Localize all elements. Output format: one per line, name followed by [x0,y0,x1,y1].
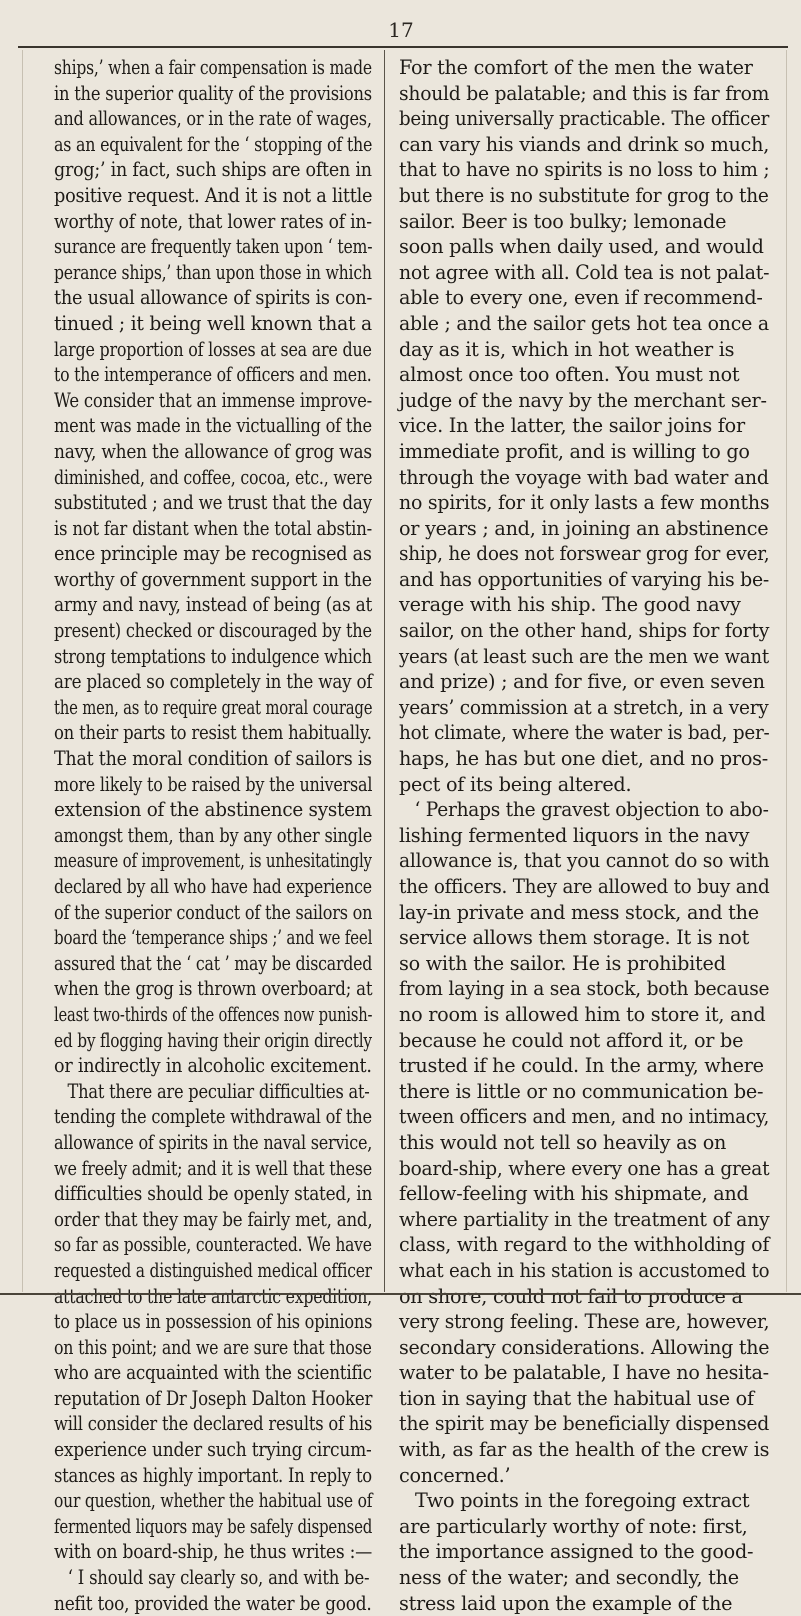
text-line: on their parts to resist them habitually. [54,721,372,745]
text-line: board the ‘temperance ships ;’ and we feel [54,926,373,950]
text-line: immediate profit, and is willing to go [399,439,750,463]
text-line: fellow-feeling with his shipmate, and [399,1182,749,1206]
top-rule [18,46,788,48]
text-line: should be palatable; and this is far from [399,81,770,105]
text-line: the men, as to require great moral courage [54,695,373,719]
text-line: ment was made in the victualling of the [54,414,372,438]
text-line: on this point; and we are sure that those [54,1335,372,1359]
text-line: able to every one, even if recommend- [399,286,763,310]
bottom-rule [0,1293,801,1295]
text-line: no room is allowed him to store it, and [399,1002,766,1026]
text-line: nefit too, provided the water be good. [54,1591,372,1615]
text-line: secondary considerations. Allowing the [399,1335,770,1359]
text-line: where partiality in the treatment of any [399,1207,770,1231]
text-line: For the comfort of the men the water [399,56,753,79]
text-line: allowance of spirits in the naval service, [54,1130,373,1154]
text-line: judge of the navy by the merchant ser- [399,388,767,412]
text-line: so with the sailor. He is prohibited [399,951,726,975]
text-line: positive request. And it is not a little [54,183,373,207]
text-line: grog;’ in fact, such ships are often in [54,158,372,182]
text-line: stances as highly important. In reply to [54,1463,372,1487]
text-line: soon palls when daily used, and would [399,235,764,259]
text-line: ed by flogging having their origin directly [54,1028,372,1052]
text-line: requested a distinguished medical officer [54,1258,372,1282]
page-number: 17 [388,18,414,42]
text-line: ‘ I should say clearly so, and with be- [67,1566,370,1590]
text-line: our question, whether the habitual use of [54,1489,373,1513]
text-line: diminished, and coffee, cocoa, etc., were [54,465,373,489]
text-line: extension of the abstinence system [54,798,372,822]
text-line: when the grog is thrown overboard; at [54,977,373,1001]
text-line: ships,’ when a fair compensation is made [54,56,372,79]
text-line: years (at least such are the men we want [399,644,769,668]
text-line: experience under such trying circum- [54,1438,372,1462]
text-line: declared by all who have had experience [54,875,372,898]
text-line: being universally practicable. The officer [399,107,770,131]
text-line: worthy of government support in the [54,567,372,591]
text-line: ence principle may be recognised as [54,542,372,566]
text-line: ship, he does not forswear grog for ever, [399,542,770,566]
text-line: so far as possible, counteracted. We have [54,1233,372,1257]
text-line: tween officers and men, and no intimacy, [399,1105,769,1129]
text-line: hot climate, where the water is bad, per- [399,721,770,745]
text-line: to the intemperance of officers and men. [54,363,372,387]
text-line: We consider that an immense improve- [54,388,372,412]
text-line: almost once too often. You must not [399,363,740,387]
text-line: verage with his ship. The good navy [399,593,741,617]
text-line: large proportion of losses at sea are due [54,337,372,361]
text-line: board-ship, where every one has a great [399,1156,770,1180]
text-line: water to be palatable, I have no hesita- [399,1361,769,1385]
text-line: that to have no spirits is no loss to him ; [399,158,770,182]
text-line: there is little or no communication be- [399,1079,764,1103]
text-line: and allowances, or in the rate of wages, [54,107,372,131]
text-line: will consider the declared results of his [54,1412,373,1436]
text-line: lay-in private and mess stock, and the [399,900,759,924]
text-line: this would not tell so heavily as on [399,1130,727,1154]
text-line: with, as far as the health of the crew is [399,1438,770,1462]
text-line: are particularly worthy of note: first, [399,1514,748,1538]
text-line: on shore, could not fail to produce a [399,1284,743,1308]
text-line: amongst them, than by any other single [54,823,373,847]
text-line: the importance assigned to the good- [399,1540,754,1564]
text-line: lishing fermented liquors in the navy [399,823,750,847]
text-line: from laying in a sea stock, both because [399,977,770,1001]
text-line: surance are frequently taken upon ‘ tem- [54,235,373,259]
text-line: to place us in possession of his opinions [54,1310,373,1334]
text-line: not agree with all. Cold tea is not palat- [399,260,770,284]
text-line: order that they may be fairly met, and, [54,1207,373,1231]
text-line: the usual allowance of spirits is con- [54,286,373,310]
text-line: what each in his station is accustomed to [399,1258,770,1282]
left-margin-line [22,50,23,1292]
text-line: and prize) ; and for five, or even seven [399,670,765,694]
right-column [399,55,769,1616]
text-line: tinued ; it being well known that a [54,311,372,335]
left-column [54,55,372,1616]
text-line: sailor. Beer is too bulky; lemonade [399,209,727,233]
text-line: very strong feeling. These are, however, [399,1310,770,1334]
text-line: day as it is, which in hot weather is [399,337,735,361]
text-line: That there are peculiar difficulties at- [67,1079,370,1103]
text-line: are placed so completely in the way of [54,670,373,694]
text-line: allowance is, that you cannot do so with [399,849,770,873]
text-line: who are acquainted with the scientific [54,1361,372,1385]
text-line: but there is no substitute for grog to the [399,183,769,207]
text-line: present) checked or discouraged by the [54,619,372,643]
text-line: perance ships,’ than upon those in which [54,260,372,284]
text-line: with on board-ship, he thus writes :— [54,1540,373,1564]
text-line: in the superior quality of the provisions [54,81,372,105]
text-line: because he could not afford it, or be [399,1028,744,1052]
right-margin-line [786,50,787,1292]
text-line: no spirits, for it only lasts a few months [399,491,770,515]
text-line: haps, he has but one diet, and no pros- [399,747,768,771]
text-line: more likely to be raised by the universal [54,772,373,796]
text-line: least two-thirds of the offences now punish- [54,1002,373,1026]
text-line: difficulties should be openly stated, in [54,1182,373,1206]
text-line: through the voyage with bad water and [399,465,769,489]
text-line: ness of the water; and secondly, the [399,1566,739,1590]
text-line: trusted if he could. In the army, where [399,1054,764,1078]
text-line: worthy of note, that lower rates of in- [54,209,372,233]
text-line: is not far distant when the total abstin- [54,516,372,540]
text-line: assured that the ‘ cat ’ may be discarded [54,951,373,975]
text-line: attached to the late antarctic expedition, [54,1284,372,1308]
text-line: pect of its being altered. [399,772,632,796]
text-line: we freely admit; and it is well that these [54,1156,373,1180]
text-line: can vary his viands and drink so much, [399,132,770,156]
text-line: army and navy, instead of being (as at [54,593,373,617]
text-line: reputation of Dr Joseph Dalton Hooker [54,1386,373,1410]
text-line: or years ; and, in joining an abstinence [399,516,769,540]
text-line: Two points in the foregoing extract [415,1489,750,1513]
text-line: as an equivalent for the ‘ stopping of the [54,132,373,156]
text-line: That the moral condition of sailors is [54,747,372,771]
text-line: stress laid upon the example of the [399,1591,733,1615]
text-line: substituted ; and we trust that the day [54,491,372,515]
text-line: years’ commission at a stretch, in a very [399,695,769,719]
text-line: sailor, on the other hand, ships for forty [399,619,770,643]
text-line: service allows them storage. It is not [399,926,750,950]
text-line: tending the complete withdrawal of the [54,1105,372,1129]
text-line: vice. In the latter, the sailor joins for [399,414,745,438]
text-line: strong temptations to indulgence which [54,644,372,668]
text-line: navy, when the allowance of grog was [54,439,372,463]
text-line: ‘ Perhaps the gravest objection to abo- [414,798,769,822]
text-line: tion in saying that the habitual use of [399,1386,754,1410]
text-line: the spirit may be beneficially dispensed [399,1412,770,1436]
text-line: concerned.’ [399,1463,511,1487]
text-line: the officers. They are allowed to buy and [399,875,770,898]
text-line: or indirectly in alcoholic excitement. [54,1054,372,1078]
text-line: of the superior conduct of the sailors on [54,900,373,924]
text-line: fermented liquors may be safely dispensed [54,1514,373,1538]
text-line: measure of improvement, is unhesitatingly [54,849,372,873]
text-line: able ; and the sailor gets hot tea once a [399,311,769,335]
column-divider [384,50,385,1292]
text-line: and has opportunities of varying his be- [399,567,769,591]
text-line: class, with regard to the withholding of [399,1233,770,1257]
